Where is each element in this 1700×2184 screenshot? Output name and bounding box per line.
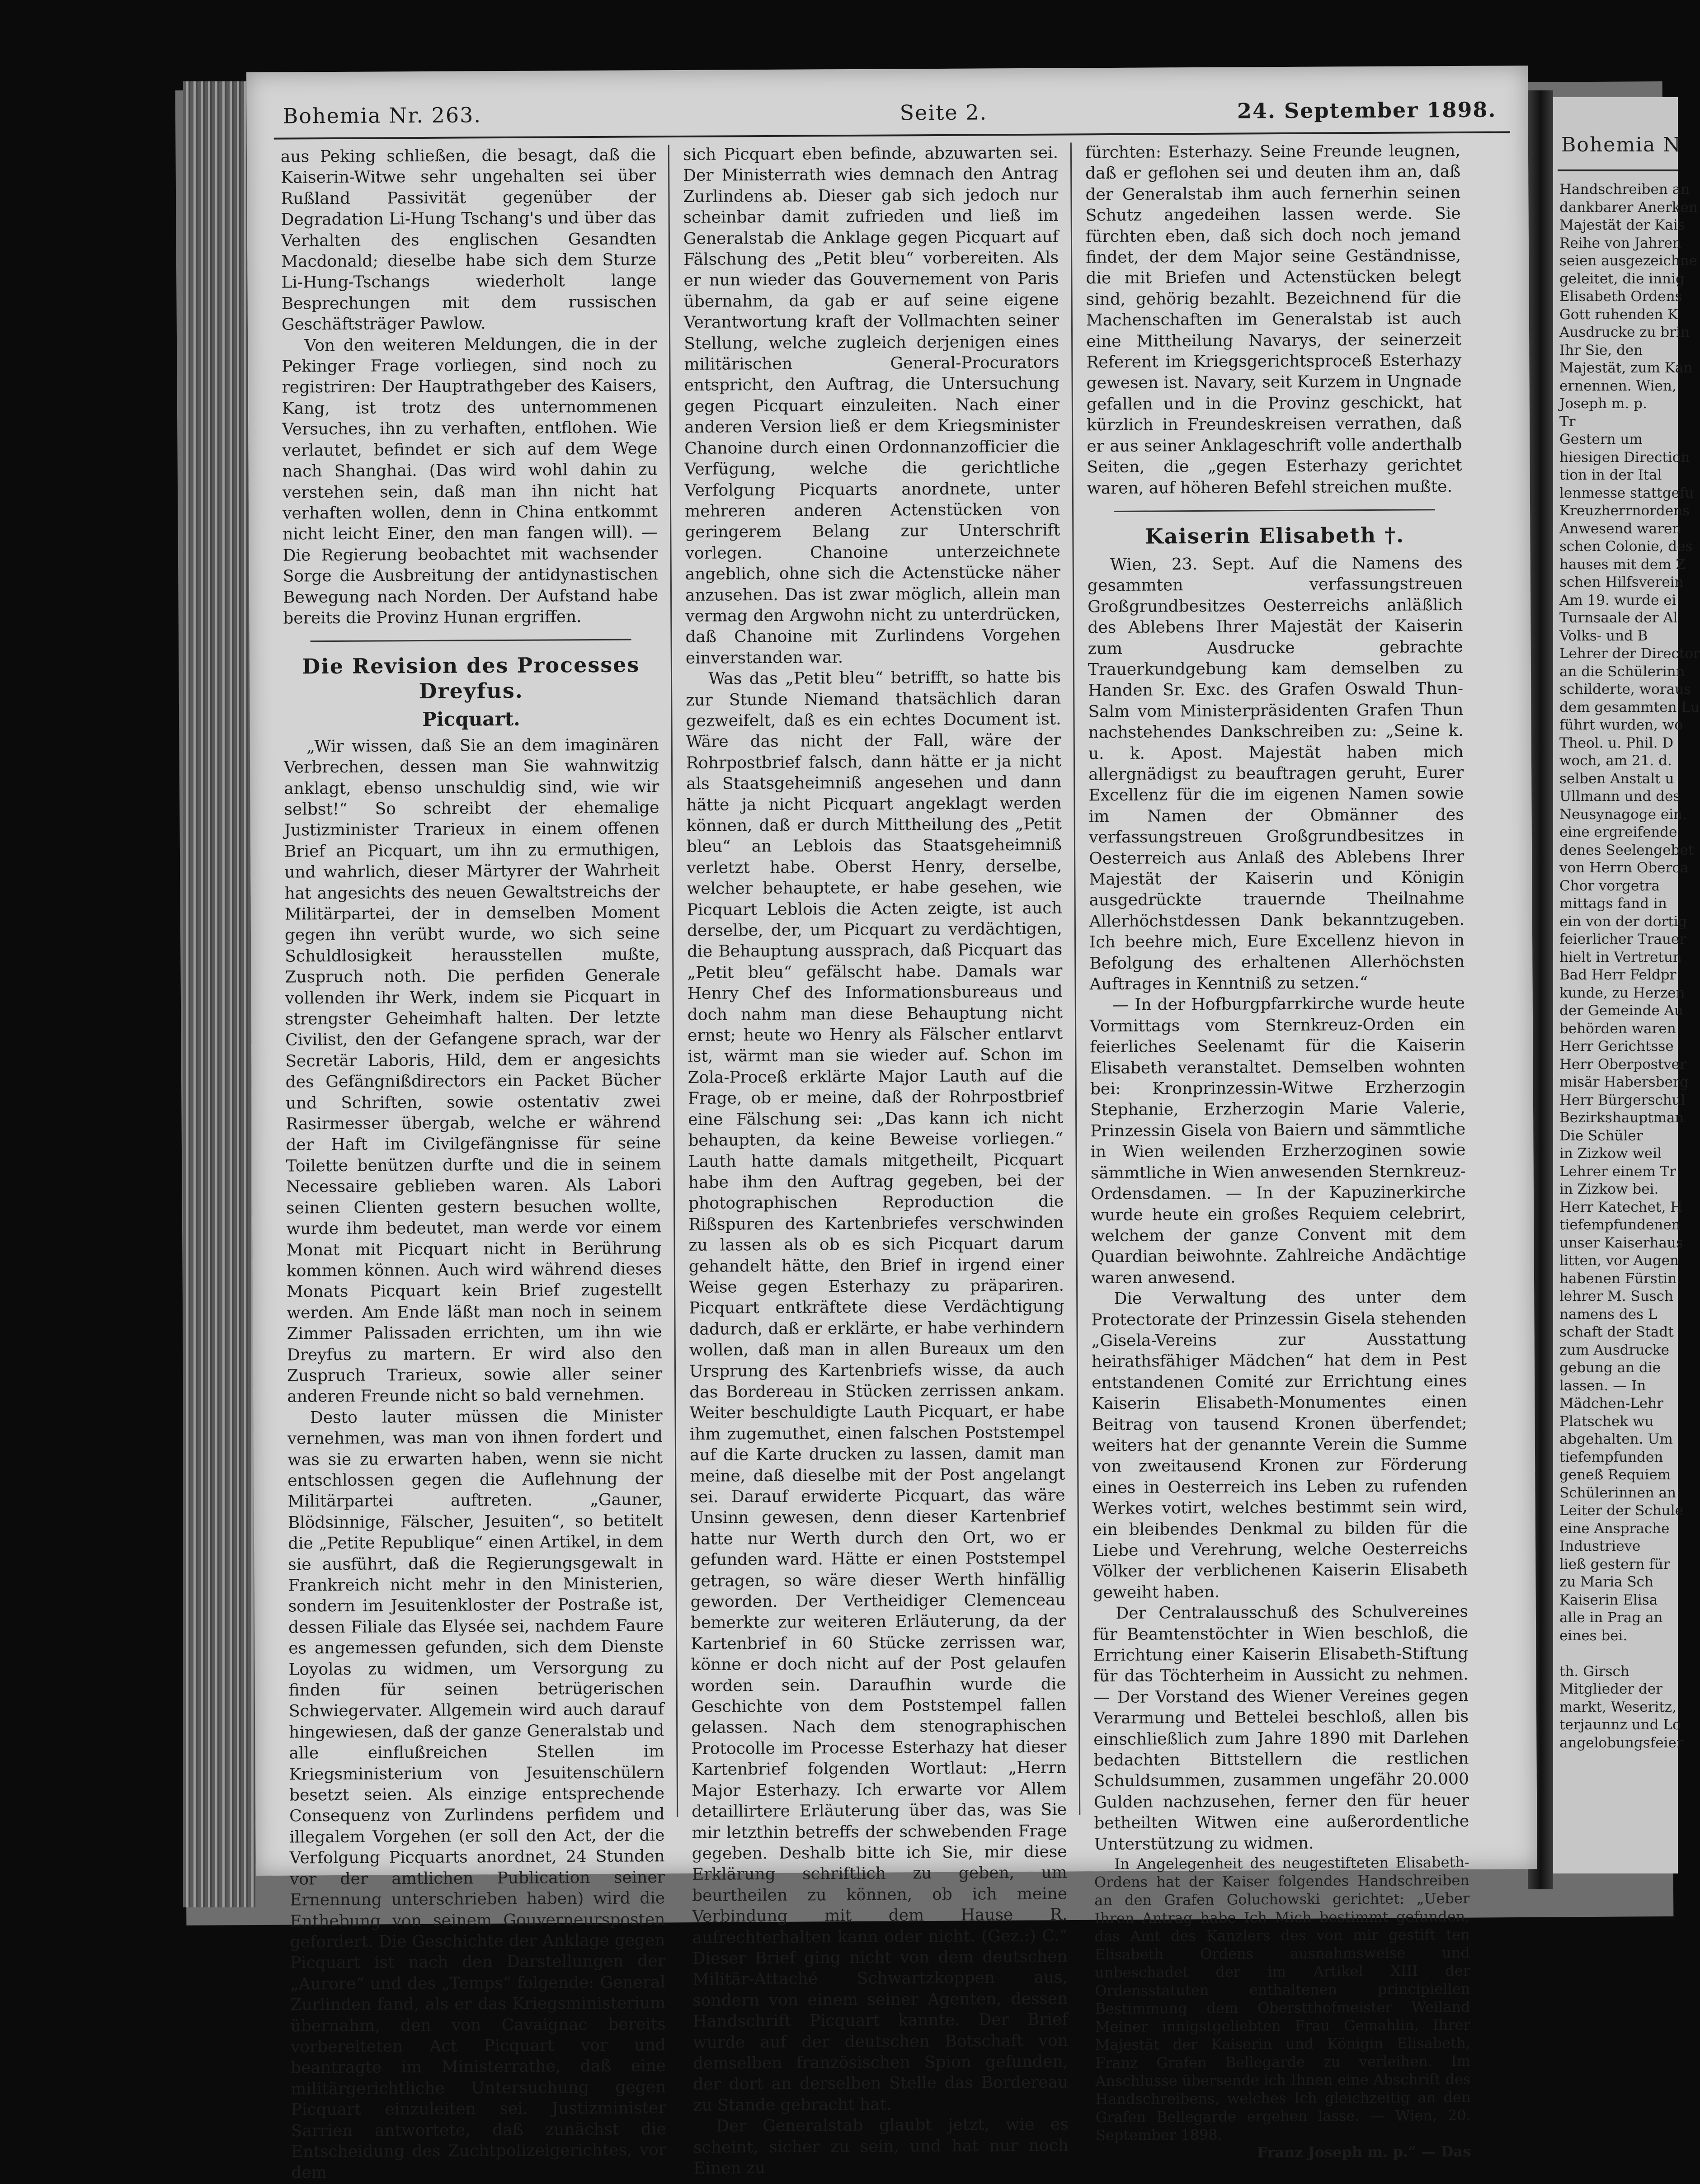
text-line: Schülerinnen an [1559, 1484, 1676, 1501]
text-line: eines bei. [1559, 1627, 1628, 1644]
text-line: Platschek wu [1559, 1413, 1654, 1430]
text-line: schen Hilfsverein [1559, 574, 1684, 590]
text-line: denes Seelengebet [1559, 842, 1694, 858]
text-line: schen Colonie, des [1559, 538, 1693, 555]
text-line: Chor vorgetra [1559, 877, 1660, 894]
text-line: Ullmann und des [1559, 788, 1681, 805]
text-line: terjaunnz und Lo [1559, 1717, 1681, 1733]
text-line: Joseph m. p. [1559, 395, 1647, 412]
text-line: Anwesend waren [1559, 520, 1681, 537]
section-rule [1114, 509, 1435, 512]
text-line: Mädchen-Lehr [1559, 1395, 1663, 1412]
header-rule [1558, 169, 1678, 171]
text-line: Neusynagoge ein. [1559, 806, 1687, 823]
article-heading: Kaiserin Elisabeth †. [1145, 522, 1405, 549]
text-line: Herr Bürgerschul [1559, 1092, 1686, 1108]
text-line: gebung an die [1559, 1360, 1661, 1376]
paragraph: fürchten: Esterhazy. Seine Freunde leugnen, daß er geflohen sei und deuten ihm an, daß der Generalstab ihm auch fernerhin seinen Schutz angedeihen lassen werde. Sie fürchten eben, daß sich doch noch jemand findet, der dem Major seine Geständnisse, die mit Briefen und Actenstücken belegt sind, gehörig bezahlt. Bezeichnend für die Machenschaften im Generalstab ist auch eine Mittheilung Navarys, der seinerzeit Referent im Kriegsgerichtsproceß Esterhazy gewesen ist. Navary, seit Kurzem in Ungnade gefallen und in die Provinz geschickt, hat kürzlich in Freundeskreisen verrathen, daß er aus seiner Anklageschrift volle anderthalb Seiten, die „gegen Esterhazy gerichtet waren, auf höheren Befehl streichen mußte. [1085, 141, 1462, 498]
newspaper-page-left [246, 66, 1537, 2182]
text-line: dem gesammten Lu [1559, 699, 1700, 715]
column-divider [668, 145, 678, 1817]
text-line: behörden waren [1559, 1020, 1676, 1037]
newspaper-title: Bohemia Nr. 263. [283, 103, 482, 128]
text-line: litten, vor Augen [1559, 1252, 1679, 1269]
paragraph: aus Peking schließen, die besagt, daß die Kaiserin-Witwe sehr ungehalten sei über Rußland Passivität gegenüber der Degradation Li-Hung Tschang's und über das Verhalten des englischen Gesandten Macdonald; dieselbe habe sich dem Sturze Li-Hung-Tschangs wiederholt lange Besprechungen mit dem russischen Geschäftsträger Pawlow. [280, 146, 657, 334]
text-line: Volks- und B [1559, 627, 1648, 644]
article-subheading: Picquart. [422, 708, 520, 731]
paragraph: — In der Hofburgpfarrkirche wurde heute Vormittags vom Sternkreuz-Orden ein feierliches Seelenamt für die Kaiserin Elisabeth veranstaltet. Demselben wohnten bei: Kronprinzessin-Witwe Erzherzogin Stephanie, Erzherzogin Marie Valerie, Prinzessin Gisela von Baiern und sämmtliche in Wien weilenden Erzherzoginen sowie sämmtliche in Wien anwesenden Sternkreuz-Ordensdamen. — In der Kapuzinerkirche wurde heute ein großes Requiem celebrirt, welchem der ganze Convent mit dem Quardian beiwohnte. Zahlreiche Andächtige waren anwesend. [1089, 994, 1466, 1287]
text-line: Kaiserin Elisa [1559, 1591, 1658, 1608]
newspaper-title: Bohemia N [1561, 133, 1681, 156]
paragraph: sich Picquart eben befinde, abzuwarten sei. Der Ministerrath wies demnach den Antrag Zurlindens ab. Dieser gab sich jedoch nur scheinbar damit zufrieden und ließ im Generalstab die Anklage gegen Picquart auf Fälschung des „Petit bleu“ vorbereiten. Als er nun wieder das Gouvernement von Paris übernahm, da gab er auf seine eigene Verantwortung kraft der Vollmachten seiner Stellung, welche zugleich derjenigen eines militärischen General-Procurators entspricht, den Auftrag, die Untersuchung gegen Picquart einzuleiten. Nach einer anderen Version ließ er dem Kriegsminister Chanoine durch einen Ordonnanzofficier die Verfügung, welche die gerichtliche Verfolgung Picquarts anordnete, unter mehreren anderen Actenstücken von geringerem Belang zur Unterschrift vorlegen. Chanoine unterzeichnete angeblich, ohne sich die Actenstücke näher anzusehen. Das ist zwar möglich, allein man vermag den Argwohn nicht zu unterdrücken, daß Chanoine mit Zurlindens Vorgehen einverstanden war. [683, 143, 1061, 668]
text-line: alle in Prag an [1559, 1610, 1663, 1626]
text-line: lehrer M. Susch [1559, 1288, 1673, 1304]
text-line: Theol. u. Phil. D [1559, 734, 1674, 751]
column-divider [1070, 142, 1080, 1815]
text-line: in Zizkow bei. [1559, 1181, 1659, 1197]
text-line: führt wurden, wo [1559, 717, 1683, 733]
text-line: Gestern um [1559, 431, 1643, 447]
text-line: Lehrer der Director [1559, 645, 1700, 662]
paragraph: Der Centralausschuß des Schulvereines für Beamtenstöchter in Wien beschloß, die Errichtung einer Kaiserin Elisabeth-Stiftung für das Töchterheim in Aussicht zu nehmen. — Der Vorstand des Wiener Vereines gegen Verarmung und Bettelei beschloß, allen bis einschließlich zum Jahre 1890 mit Darlehen bedachten Bittstellern die restlichen Schuldsummen, zusammen ungefähr 20.000 Gulden nachzusehen, ferner den für heuer betheilten Witwen eine außerordentliche Unterstützung zu widmen. [1093, 1602, 1469, 1854]
text-line: ließ gestern für [1559, 1556, 1670, 1572]
text-line: Bad Herr Feldpr [1559, 967, 1676, 983]
text-line: Turnsaale der Al [1559, 610, 1678, 626]
text-line: namens des L [1559, 1306, 1658, 1323]
text-line: woch, am 21. d. [1559, 753, 1672, 769]
text-line: Ausdrucke zu brin [1559, 324, 1690, 340]
text-line: ernennen. Wien, [1559, 377, 1676, 394]
text-line: Herr Oberpostver [1559, 1056, 1686, 1073]
column-2 [683, 143, 1069, 2178]
text-line: schaft der Stadt [1559, 1324, 1674, 1340]
text-line: zu Maria Sch [1559, 1574, 1654, 1590]
text-line: Tr [1559, 413, 1576, 430]
text-line: Leiter der Schule [1559, 1502, 1683, 1519]
text-line: tiefempfunden [1559, 1449, 1663, 1465]
text-line: hielt in Vertretun [1559, 949, 1682, 965]
text-line: ein von der dortig [1559, 913, 1687, 930]
text-line: feierlicher Trauer [1559, 931, 1686, 947]
text-line: eine Ansprache [1559, 1520, 1670, 1537]
paragraph: In Angelegenheit des neugestifteten Elisabeth-Ordens hat der Kaiser folgendes Handschreiben an den Grafen Goluchowski gerichtet: „Ueber Ihren Antrag habe Ich Mich bestimmt gefunden, das Amt des Kanzlers des von mir gestift ten Elisabeth Ordens ausnahmsweise und unbeschadet der im Artikel XIII der Ordensstatuten enthaltenen principiellen Bestimmung dem Oberstthofmeister Weiland Meiner innigstgeliebten Frau Gemahlin, Ihrer Majestät der Kaiserin und Königin Elisabeth, Franz Grafen Bellegarde zu verleihen. Im Anschlusse übersende ich Ihnen eine Abschrift des Handschreibens, welches Ich gleichzeitig an den Grafen Bellegarde ergehen lasse. — Wien, 20. September 1898. [1094, 1853, 1471, 2144]
issue-date: 24. September 1898. [1237, 97, 1497, 123]
text-line: misär Habersberg [1559, 1074, 1689, 1090]
text-line: an die Schülerinn [1559, 663, 1685, 680]
text-line: Majestät der Kais [1559, 217, 1685, 233]
text-line: der Gemeinde Au [1559, 1003, 1683, 1019]
text-line: kunde, zu Herzen [1559, 984, 1685, 1001]
text-line: unser Kaiserhaus [1559, 1234, 1683, 1251]
text-line: seien ausgezeichne [1559, 253, 1698, 269]
text-line: in Zizkow weil [1559, 1145, 1662, 1162]
text-line: lassen. — In [1559, 1377, 1646, 1394]
text-line: hiesigen Direction [1559, 449, 1690, 466]
page-edges [183, 81, 255, 1907]
text-line: Industrieve [1559, 1538, 1641, 1554]
text-line: Elisabeth Ordens [1559, 288, 1682, 305]
paragraph: Der Generalstab glaubt jetzt, wie es scheint, sicher zu sein, und hat nur noch Einen zu [693, 2115, 1069, 2178]
paragraph: Was das „Petit bleu“ betrifft, so hatte bis zur Stunde Niemand thatsächlich daran gezweifelt, daß es ein echtes Document ist. Wäre das nicht der Fall, wäre der Rohrpostbrief falsch, dann hätte er ja nicht als Staatsgeheimniß angesehen und dann hätte ja nicht Picquart angeklagt werden können, daß er durch Mittheilung des „Petit bleu“ an Leblois das Staatsgeheimniß verletzt habe. Oberst Henry, derselbe, welcher behauptete, er habe gesehen, wie Picquart Leblois die Acten zeigte, ist auch derselbe, der, um Picquart zu verdächtigen, die Behauptung aussprach, daß Picquart das „Petit bleu“ gefälscht habe. Damals war Henry Chef des Informationsbureaus und doch nahm man diese Behauptung nicht ernst; heute wo Henry als Fälscher entlarvt ist, wärmt man sie wieder auf. Schon im Zola-Proceß erklärte Major Lauth auf die Frage, ob er meine, daß der Rohrpostbrief eine Fälschung sei: „Das kann ich nicht behaupten, da keine Beweise vorliegen.“ Lauth hatte damals mitgetheilt, Picquart habe ihm den Auftrag gegeben, bei der photographischen Reproduction die Rißspuren des Kartenbriefes verschwinden zu lassen als ob es sich Picquart darum gehandelt hätte, den Brief in irgend einer Weise gegen Esterhazy zu präpariren. Picquart entkräftete diese Verdächtigung dadurch, daß er erklärte, er habe verhindern wollen, daß man in allen Bureaux um den Ursprung des Kartenbriefs wisse, da auch das Bordereau in Stücken zerrissen ankam. Weiter beschuldigte Lauth Picquart, er habe ihm zugemuthet, einen falschen Poststempel auf die Karte drucken zu lassen, damit man meine, daß dieselbe mit der Post angelangt sei. Darauf erwiderte Picquart, das wäre Unsinn gewesen, denn dieser Kartenbrief hatte nur Werth durch den Ort, wo er gefunden ward. Hätte er einen Poststempel getragen, so wäre dieser Werth hinfällig geworden. Der Vertheidiger Clemenceau bemerkte zur weiteren Erläuterung, da der Kartenbrief in 60 Stücke zerrissen war, könne er doch nicht auf der Post gelaufen worden sein. Daraufhin wurde die Geschichte von dem Poststempel fallen gelassen. Nach dem stenographischen Protocolle im Processe Esterhazy hat dieser Kartenbrief folgenden Wortlaut: „Herrn Major Esterhazy. Ich erwarte vor Allem detaillirtere Erläuterung über das, was Sie mir letzthin betreffs der schwebenden Frage gegeben. Deshalb bitte ich Sie, mir diese Erklärung schriftlich zu geben, um beurtheilen zu können, ob ich meine Verbindung mit dem Hause R. aufrechterhalten kann oder nicht. (Gez.:) C.“ Dieser Brief ging nicht von dem deutschen Militär-Attaché Schwartzkoppen aus, sondern von einem seiner Agenten, dessen Handschrift Picquart kannte. Der Brief wurde auf der deutschen Botschaft von demselben französischen Spion gefunden, der dort an derselben Stelle das Bordereau zu Stande gebracht hat. [686, 668, 1069, 2115]
text-line: geneß Requiem [1559, 1467, 1671, 1483]
text-line: abgehalten. Um [1559, 1431, 1673, 1447]
text-line: Die Schüler [1559, 1127, 1643, 1144]
text-line: Herr Gerichtsse [1559, 1038, 1674, 1054]
section-rule [311, 639, 631, 642]
text-line: selben Anstalt u [1559, 770, 1674, 787]
paragraph: Die Verwaltung des unter dem Protectorate der Prinzessin Gisela stehenden „Gisela-Vereins zur Ausstattung heirathsfähiger Mädchen“ hat dem in Pest entstandenen Comité zur Errichtung eines Kaiserin Elisabeth-Monumentes einen Beitrag von tausend Kronen überfendet; weiters hat der genannte Verein die Summe von zweitausend Kronen zur Förderung eines in Oesterreich ins Leben zu rufenden Werkes votirt, welches bestimmt sein wird, ein bleibendes Denkmal zu bilden für die Liebe und Verehrung, welche Oesterreichs Völker der verblichenen Kaiserin Elisabeth geweiht haben. [1091, 1288, 1468, 1602]
header-rule [274, 131, 1510, 139]
text-line: Ihr Sie, den [1559, 342, 1643, 358]
page-number: Seite 2. [899, 100, 988, 125]
text-line: Mitglieder der [1559, 1681, 1663, 1697]
paragraph: Wien, 23. Sept. Auf die Namens des gesammten verfassungstreuen Großgrundbesitzes Oesterreichs anläßlich des Ablebens Ihrer Majestät der Kaiserin zum Ausdrucke gebrachte Trauerkundgebung kam demselben zu Handen Sr. Exc. des Grafen Oswald Thun-Salm vom Ministerpräsidenten Grafen Thun nachstehendes Dankschreiben zu: „Seine k. u. k. Apost. Majestät haben mich allergnädigst zu beauftragen geruht, Eurer Excellenz für die im eigenen Namen sowie im Namen der Obmänner des verfassungstreuen Großgrundbesitzes in Oesterreich aus Anlaß des Ablebens Ihrer Majestät der Kaiserin und Königin ausgedrückte trauernde Theilnahme Allerhöchstdessen Dank bekanntzugeben. Ich beehre mich, Eure Excellenz hievon in Befolgung des erhaltenen Allerhöchsten Auftrages in Kenntniß zu setzen.“ [1087, 553, 1465, 994]
text-line: lenmesse stattgefu [1559, 485, 1694, 501]
paragraph: Von den weiteren Meldungen, die in der Pekinger Frage vorliegen, sind noch zu registriren: Der Hauptrathgeber des Kaisers, Kang, ist trotz des unternommenen Versuches, ihn zu verhaften, entflohen. Wie verlautet, befindet er sich auf dem Wege nach Shanghai. (Das wird wohl dahin zu verstehen sein, daß man ihn nicht hat verhaften wollen, denn in China entkommt nicht leicht Einer, den man fangen will). — Die Regierung beobachtet mit wachsender Sorge die Ausbreitung der antidynastischen Bewegung nach Norden. Der Aufstand habe bereits die Provinz Hunan ergriffen. [282, 334, 659, 628]
text-line: zum Ausdrucke [1559, 1341, 1669, 1358]
text-line: Majestät, zum Kan [1559, 360, 1693, 376]
column-3 [1085, 141, 1471, 2161]
text-line: tion in der Ital [1559, 467, 1662, 483]
text-line: Bezirkshauptman [1559, 1110, 1684, 1126]
text-line: Am 19. wurde ei [1559, 592, 1676, 608]
text-line: hauses mit dem Z [1559, 556, 1686, 573]
text-line: von Herrn Oberca [1559, 860, 1689, 876]
text-line: Reihe von Jahren [1559, 235, 1681, 251]
text-line: habenen Fürstin. [1559, 1270, 1681, 1287]
text-line: angelobungsfeier [1559, 1734, 1683, 1751]
text-line: th. Girsch [1559, 1663, 1629, 1680]
paragraph: „Wir wissen, daß Sie an dem imaginären Verbrechen, dessen man Sie wahnwitzig anklagt, ebenso unschuldig sind, wie wir selbst!“ So schreibt der ehemalige Justizminister Trarieux in einem offenen Brief an Picquart, um ihn zu ermuthigen, und wahrlich, dieser Märtyrer der Wahrheit hat angesichts des neuen Gewaltstreichs der Militärpartei, der in demselben Moment gegen ihn verübt wurde, wo sich seine Schuldlosigkeit herausstellen mußte, Zuspruch noth. Die perfiden Generale vollenden ihr Werk, indem sie Picquart in strengster Geheimhaft halten. Der letzte Civilist, den der Gefangene sprach, war der Secretär Laboris, Hild, dem er angesichts des Gefängnißdirectors ein Packet Bücher und Schriften, sowie ostentativ zwei Rasirmesser übergab, welche er während der Haft im Civilgefängnisse für seine Toilette benützen durfte und die in seinem Necessaire geblieben waren. Als Labori seinen Clienten gestern besuchen wollte, wurde ihm bedeutet, man werde vor einem Monat mit Picquart nicht in Berührung kommen können. Auch wird während dieses Monats Picquart kein Brief zugestellt werden. Am Ende läßt man noch in seinem Zimmer Palissaden errichten, um ihn wie Dreyfus zu martern. Er wird also den Zuspruch Trarieux, sowie aller seiner anderen Freunde nicht so bald vernehmen. [283, 735, 663, 1406]
signature-line: Franz Joseph m. p.“ — Das [1257, 2142, 1471, 2161]
text-line: Gott ruhenden K [1559, 306, 1678, 323]
text-line: markt, Weseritz, [1559, 1699, 1676, 1715]
text-line: mittags fand in [1559, 895, 1667, 912]
text-line: geleitet, die innig [1559, 270, 1685, 287]
paragraph: Desto lauter müssen die Minister vernehmen, was man von ihnen fordert und was sie zu erwarten haben, wenn sie nicht entschlossen gegen die Auflehnung der Militärpartei auftreten. „Gauner, Blödsinnige, Fälscher, Jesuiten“, so betitelt die „Petite Republique“ einen Artikel, in dem sie ausführt, daß die Regierungsgewalt in Frankreich nicht mehr in den Ministerien, sondern im Jesuitenkloster der Postraße ist, dessen Filiale das Elysée sei, nachdem Faure es angemessen gefunden, sich dem Dienste Loyolas zu widmen, um Versorgung zu finden für seinen betrügerischen Schwiegervater. Allgemein wird auch darauf hingewiesen, daß der ganze Generalstab und alle einflußreichen Stellen im Kriegsministerium von Jesuitenschülern besetzt seien. Als einzige entsprechende Consequenz von Zurlindens perfidem und illegalem Vorgehen (er soll den Act, der die Verfolgung Picquarts anordnet, 24 Stunden vor der amtlichen Publication seiner Ernennung unterschrieben haben) wird die Enthebung von seinem Gouverneursposten gefordert. Die Geschichte der Anklage gegen Picquart ist nach den Darstellungen der „Aurore“ und des „Temps“ folgende: General Zurlinden fand, als er das Kriegsministerium übernahm, den von Cavaignac bereits vorbereiteten Act Picquart vor und beantragte im Ministerrathe, daß eine militärgerichtliche Untersuchung gegen Picquart einzuleiten sei. Justizminister Sarrien antwortete, daß zunächst die Entscheidung des Zuchtpolizeigerichtes, vor dem [287, 1406, 667, 2182]
text-line [1559, 1645, 1691, 1663]
column-1 [280, 145, 667, 2182]
text-line: dankbarer Anerken [1559, 199, 1698, 216]
article-heading: Die Revision des Processes Dreyfus. [302, 652, 640, 704]
text-line: eine ergreifende [1559, 824, 1677, 840]
newspaper-page-right [1553, 97, 1700, 1873]
text-line: schilderte, woraus [1559, 681, 1691, 697]
text-line: Handschreiben an [1559, 181, 1690, 198]
text-line: Kreuzherrnordens [1559, 503, 1690, 519]
text-line: Lehrer einem Tr [1559, 1163, 1676, 1180]
right-page-text [1559, 181, 1700, 1752]
text-line: tiefempfundenen [1559, 1217, 1681, 1233]
text-line: Herr Katechet, H [1559, 1199, 1683, 1215]
